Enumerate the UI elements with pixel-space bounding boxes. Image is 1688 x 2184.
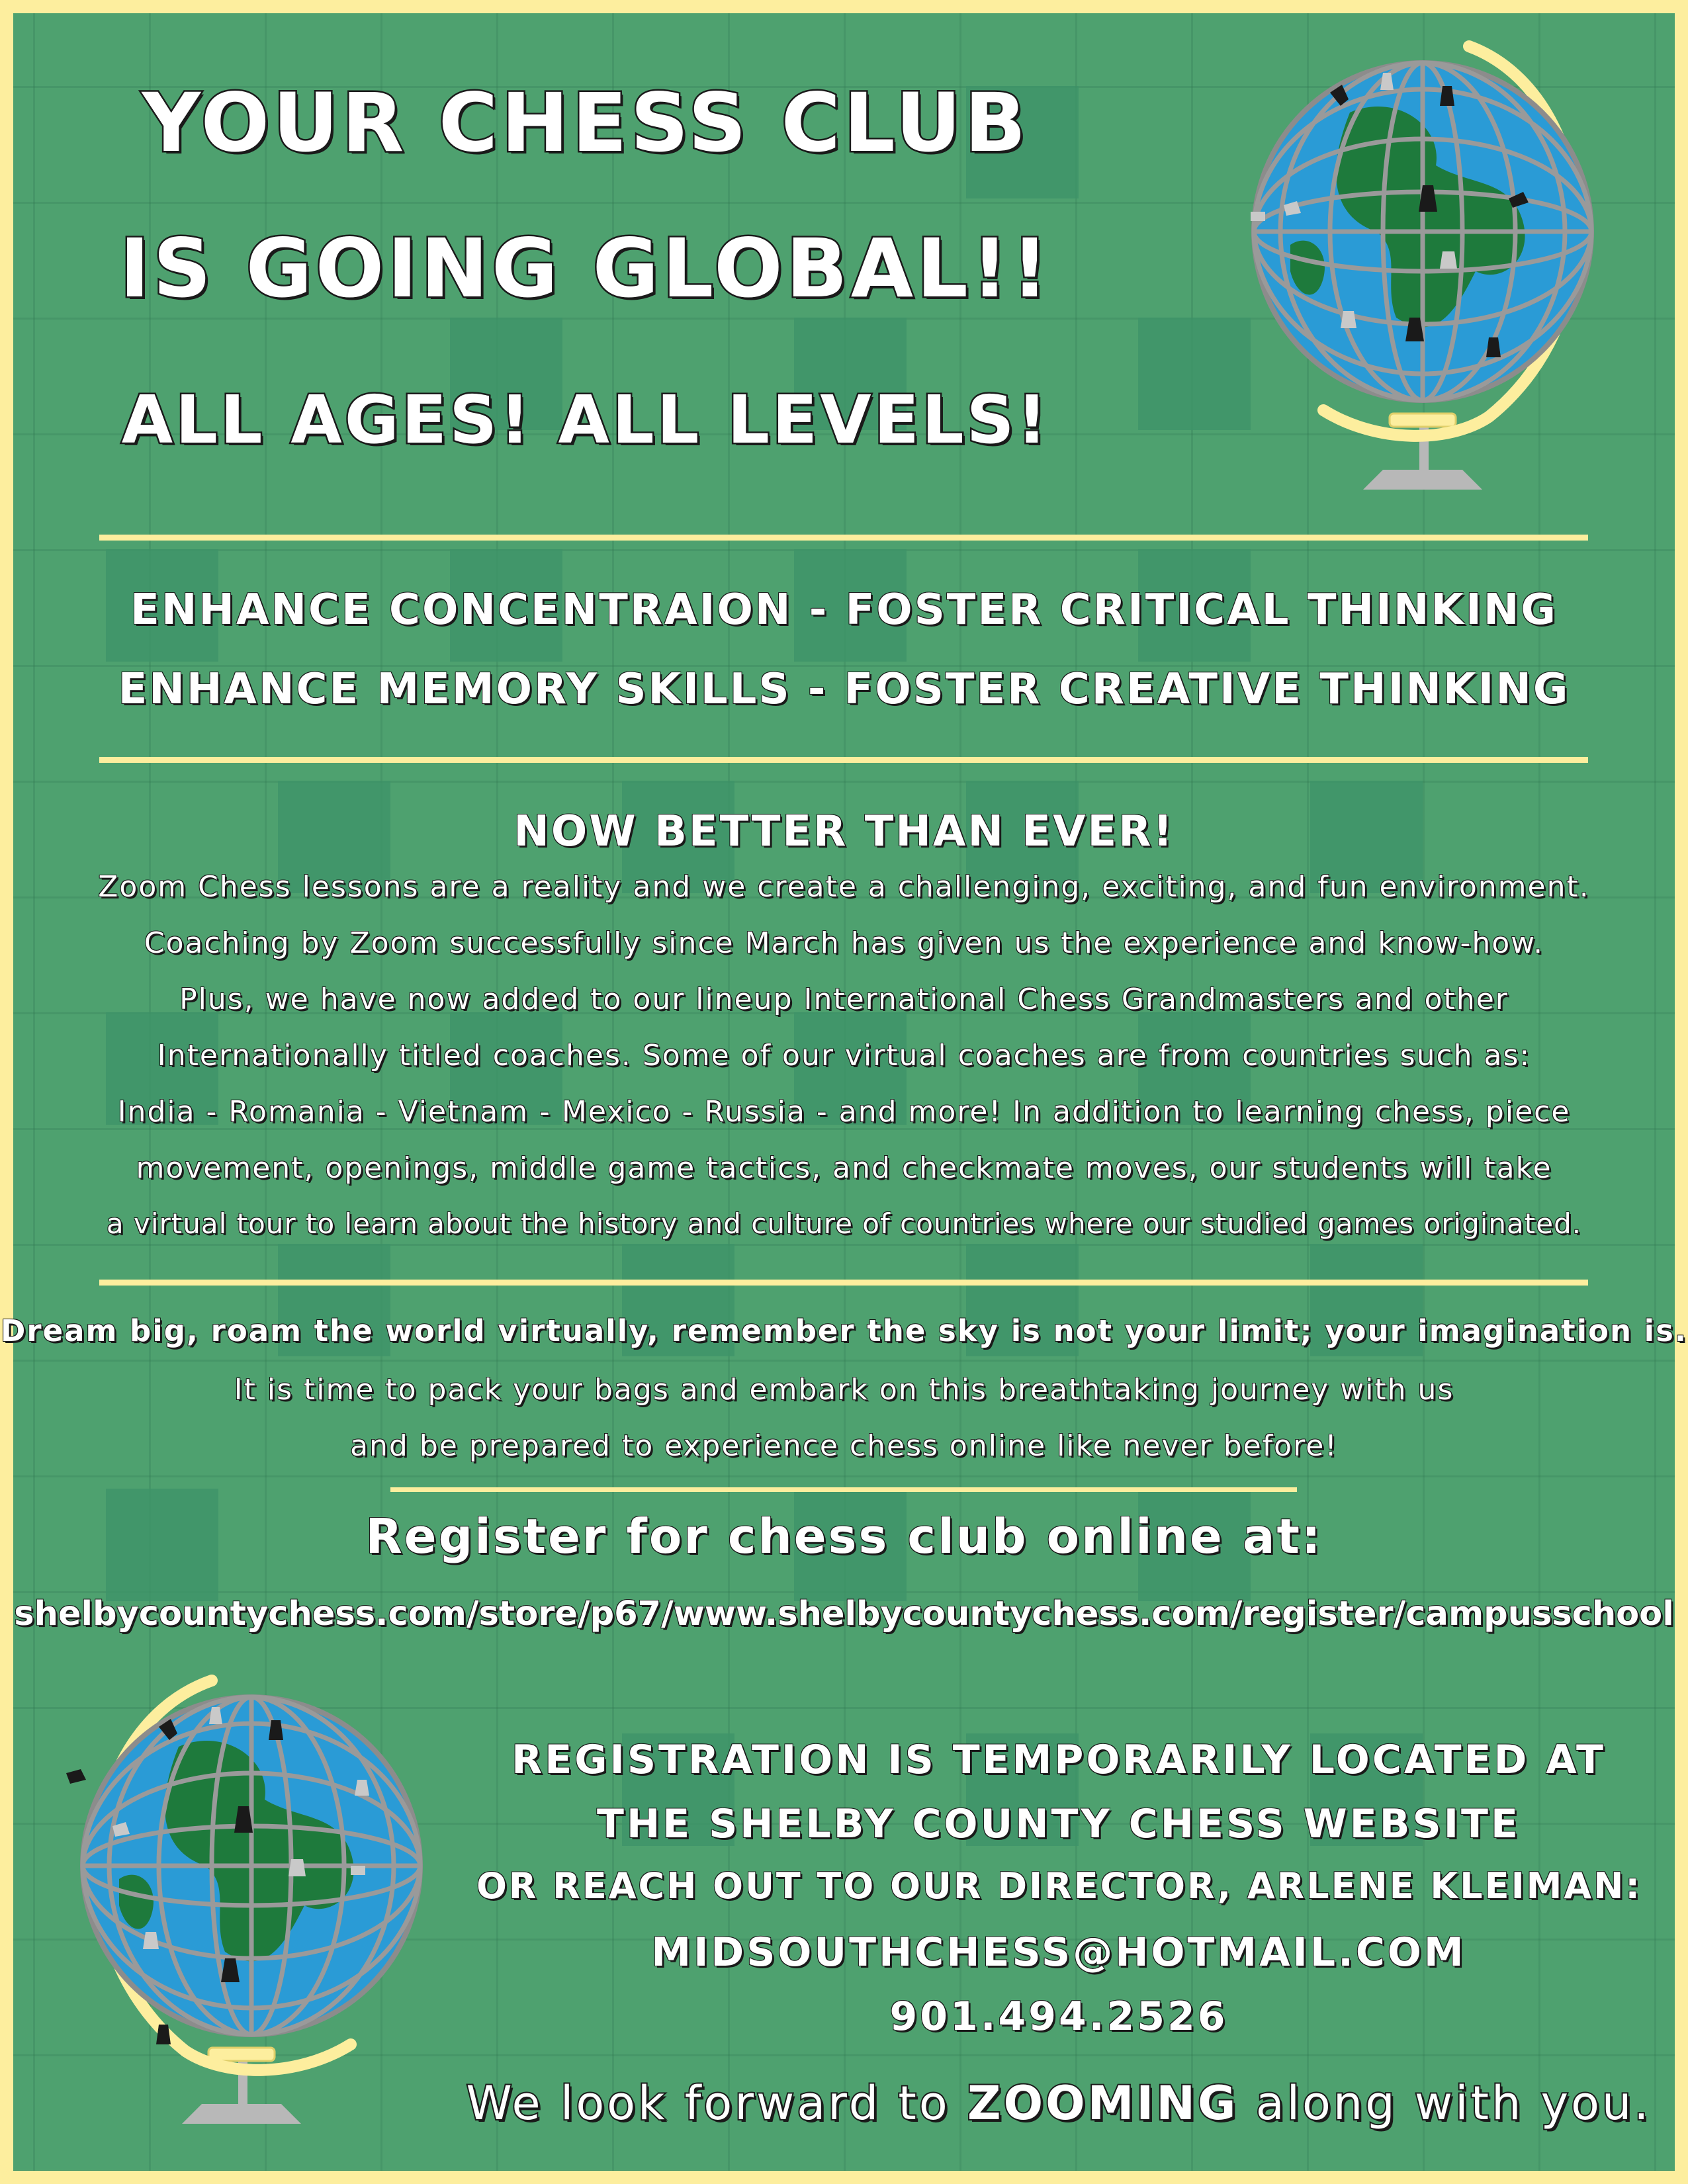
divider xyxy=(99,1280,1588,1286)
better-line: a virtual tour to learn about the history and culture of countries where our studied games originated. xyxy=(106,1207,1582,1240)
register-url-link[interactable]: shelbycountychess.com/store/p67/www.shelbycountychess.com/register/campusschool xyxy=(14,1594,1674,1634)
benefits-line-2: ENHANCE MEMORY SKILLS - FOSTER CREATIVE THINKING xyxy=(118,665,1570,714)
better-line: Plus, we have now added to our lineup International Chess Grandmasters and other xyxy=(179,983,1509,1016)
divider xyxy=(99,757,1588,763)
closing-text-before: We look forward to xyxy=(466,2076,967,2130)
contact-line-2: THE SHELBY COUNTY CHESS WEBSITE xyxy=(597,1801,1521,1847)
divider xyxy=(99,535,1588,541)
better-line: Coaching by Zoom successfully since March has given us the experience and know-how. xyxy=(144,926,1544,960)
contact-email-link[interactable]: MIDSOUTHCHESS@HOTMAIL.COM xyxy=(651,1929,1466,1976)
closing-line xyxy=(463,2076,1654,2130)
better-line: movement, openings, middle game tactics, and checkmate moves, our students will take xyxy=(136,1151,1552,1185)
dream-line-1: Dream big, roam the world virtually, remember the sky is not your limit; your imagination is. xyxy=(1,1313,1687,1348)
contact-phone: 901.494.2526 xyxy=(889,1993,1228,2040)
headline-line-1: YOUR CHESS CLUB xyxy=(142,76,1030,170)
closing-text-after: along with you. xyxy=(1238,2076,1652,2130)
dream-line-3: and be prepared to experience chess online like never before! xyxy=(350,1429,1338,1463)
divider xyxy=(390,1487,1297,1492)
top-globe-illustration xyxy=(1224,33,1634,496)
dream-line-2: It is time to pack your bags and embark on this breathtaking journey with us xyxy=(234,1373,1454,1407)
better-line: Internationally titled coaches. Some of our virtual coaches are from countries such as: xyxy=(157,1039,1531,1072)
better-heading: NOW BETTER THAN EVER! xyxy=(513,807,1175,856)
contact-line-1: REGISTRATION IS TEMPORARILY LOCATED AT xyxy=(511,1737,1606,1783)
contact-line-3: OR REACH OUT TO OUR DIRECTOR, ARLENE KLEIMAN: xyxy=(476,1865,1642,1907)
better-line: India - Romania - Vietnam - Mexico - Russia - and more! In addition to learning chess, piece xyxy=(117,1095,1571,1129)
headline-line-2: IS GOING GLOBAL!! xyxy=(119,222,1052,316)
benefits-line-1: ENHANCE CONCENTRAION - FOSTER CRITICAL THINKING xyxy=(130,586,1558,634)
register-heading: Register for chess club online at: xyxy=(365,1508,1323,1564)
better-line: Zoom Chess lessons are a reality and we create a challenging, exciting, and fun environment. xyxy=(98,870,1590,904)
bottom-globe-illustration xyxy=(40,1667,450,2130)
closing-emphasis: ZOOMING xyxy=(967,2076,1239,2130)
headline-line-3: ALL AGES! ALL LEVELS! xyxy=(121,381,1050,459)
